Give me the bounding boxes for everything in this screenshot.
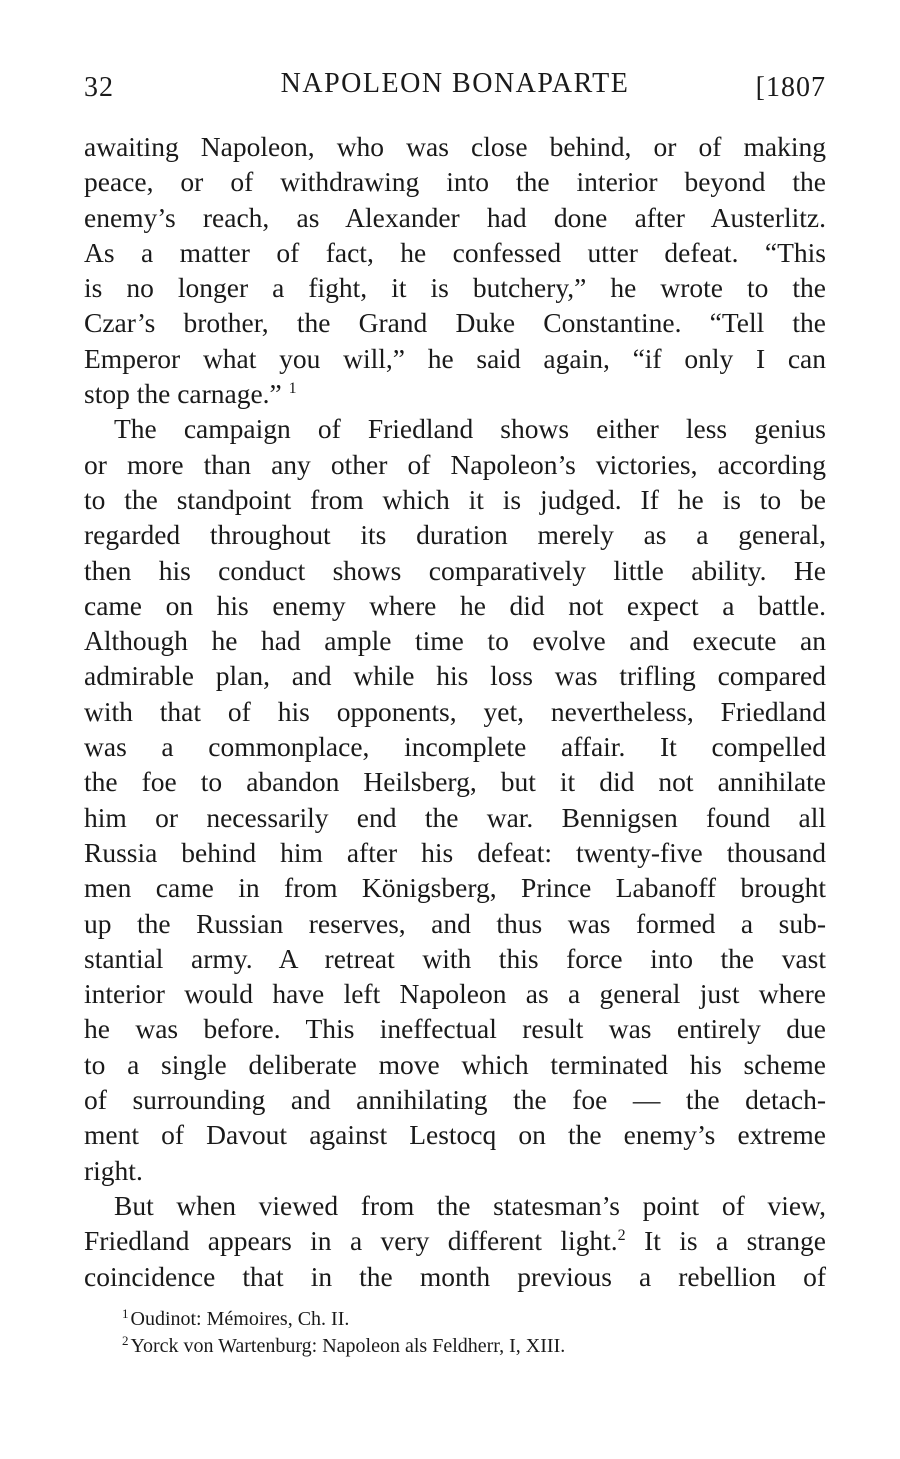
text-line: of surrounding and annihilating the foe — the detach- [84, 1084, 826, 1116]
text-line: came on his enemy where he did not expect a battle. [84, 589, 826, 621]
text-line: to the standpoint from which it is judged. If he is to be [84, 483, 826, 515]
text-line: with that of his opponents, yet, nevertheless, Friedland [84, 695, 826, 727]
text-line: The campaign of Friedland shows either less genius [114, 413, 826, 445]
text-line: up the Russian reserves, and thus was formed a sub- [84, 907, 826, 939]
text-line: enemy’s reach, as Alexander had done after Austerlitz. [84, 201, 826, 233]
text-line: he was before. This ineffectual result was entirely due [84, 1013, 826, 1045]
footnote-2 [122, 1333, 826, 1360]
text-line: stantial army. A retreat with this force into the vast [84, 942, 826, 974]
footnote-ref-1: 1 [288, 380, 297, 398]
text-line: then his conduct shows comparatively little ability. He [84, 554, 826, 586]
text-line: right. [84, 1154, 143, 1186]
text-line: or more than any other of Napoleon’s victories, according [84, 448, 826, 480]
page-number: 32 [84, 72, 114, 103]
text-line: the foe to abandon Heilsberg, but it did not annihilate [84, 766, 826, 798]
book-page [84, 60, 826, 1360]
text-line: Emperor what you will,” he said again, “if only I can [84, 342, 826, 374]
text-line: Russia behind him after his defeat: twenty-five thousand [84, 836, 826, 868]
text-line: men came in from Königsberg, Prince Labanoff brought [84, 872, 826, 904]
running-title: NAPOLEON BONAPARTE [280, 68, 630, 99]
text-line [84, 1223, 826, 1258]
running-head [84, 60, 826, 108]
text-line: Czar’s brother, the Grand Duke Constantine. “Tell the [84, 307, 826, 339]
text-line-content: stop the carnage.” [84, 378, 282, 410]
footnote-1 [122, 1306, 826, 1333]
body-text [84, 129, 826, 1294]
footnote-marker: 2 [122, 1332, 129, 1348]
text-line [84, 376, 826, 411]
footnote-text: Yorck von Wartenburg: Napoleon als Feldherr, I, XIII. [130, 1334, 566, 1357]
footnote-ref-2: 2 [617, 1227, 626, 1245]
text-line: was a commonplace, incomplete affair. It compelled [84, 731, 826, 763]
text-line: ment of Davout against Lestocq on the enemy’s extreme [84, 1119, 826, 1151]
text-line: awaiting Napoleon, who was close behind, or of making [84, 131, 826, 162]
text-line: interior would have left Napoleon as a general just where [84, 978, 826, 1010]
text-line: is no longer a fight, it is butchery,” he wrote to the [84, 272, 826, 304]
text-line: coincidence that in the month previous a rebellion of [84, 1260, 826, 1292]
footnotes [122, 1306, 826, 1360]
text-line: Although he had ample time to evolve and execute an [84, 625, 826, 657]
text-line: admirable plan, and while his loss was trifling compared [84, 660, 826, 692]
text-line-content: Friedland appears in a very different light. [84, 1225, 618, 1257]
footnote-marker: 1 [122, 1305, 129, 1321]
text-line: to a single deliberate move which terminated his scheme [84, 1048, 826, 1080]
text-line-tail: It is a strange [625, 1225, 827, 1257]
running-year: [1807 [755, 72, 826, 103]
text-line: peace, or of withdrawing into the interior beyond the [84, 166, 826, 198]
text-line: him or necessarily end the war. Bennigsen found all [84, 801, 826, 833]
footnote-text: Oudinot: Mémoires, Ch. II. [130, 1307, 350, 1330]
text-line: But when viewed from the statesman’s point of view, [114, 1189, 826, 1221]
text-line: regarded throughout its duration merely as a general, [84, 519, 826, 551]
text-line: As a matter of fact, he confessed utter defeat. “This [84, 236, 826, 268]
